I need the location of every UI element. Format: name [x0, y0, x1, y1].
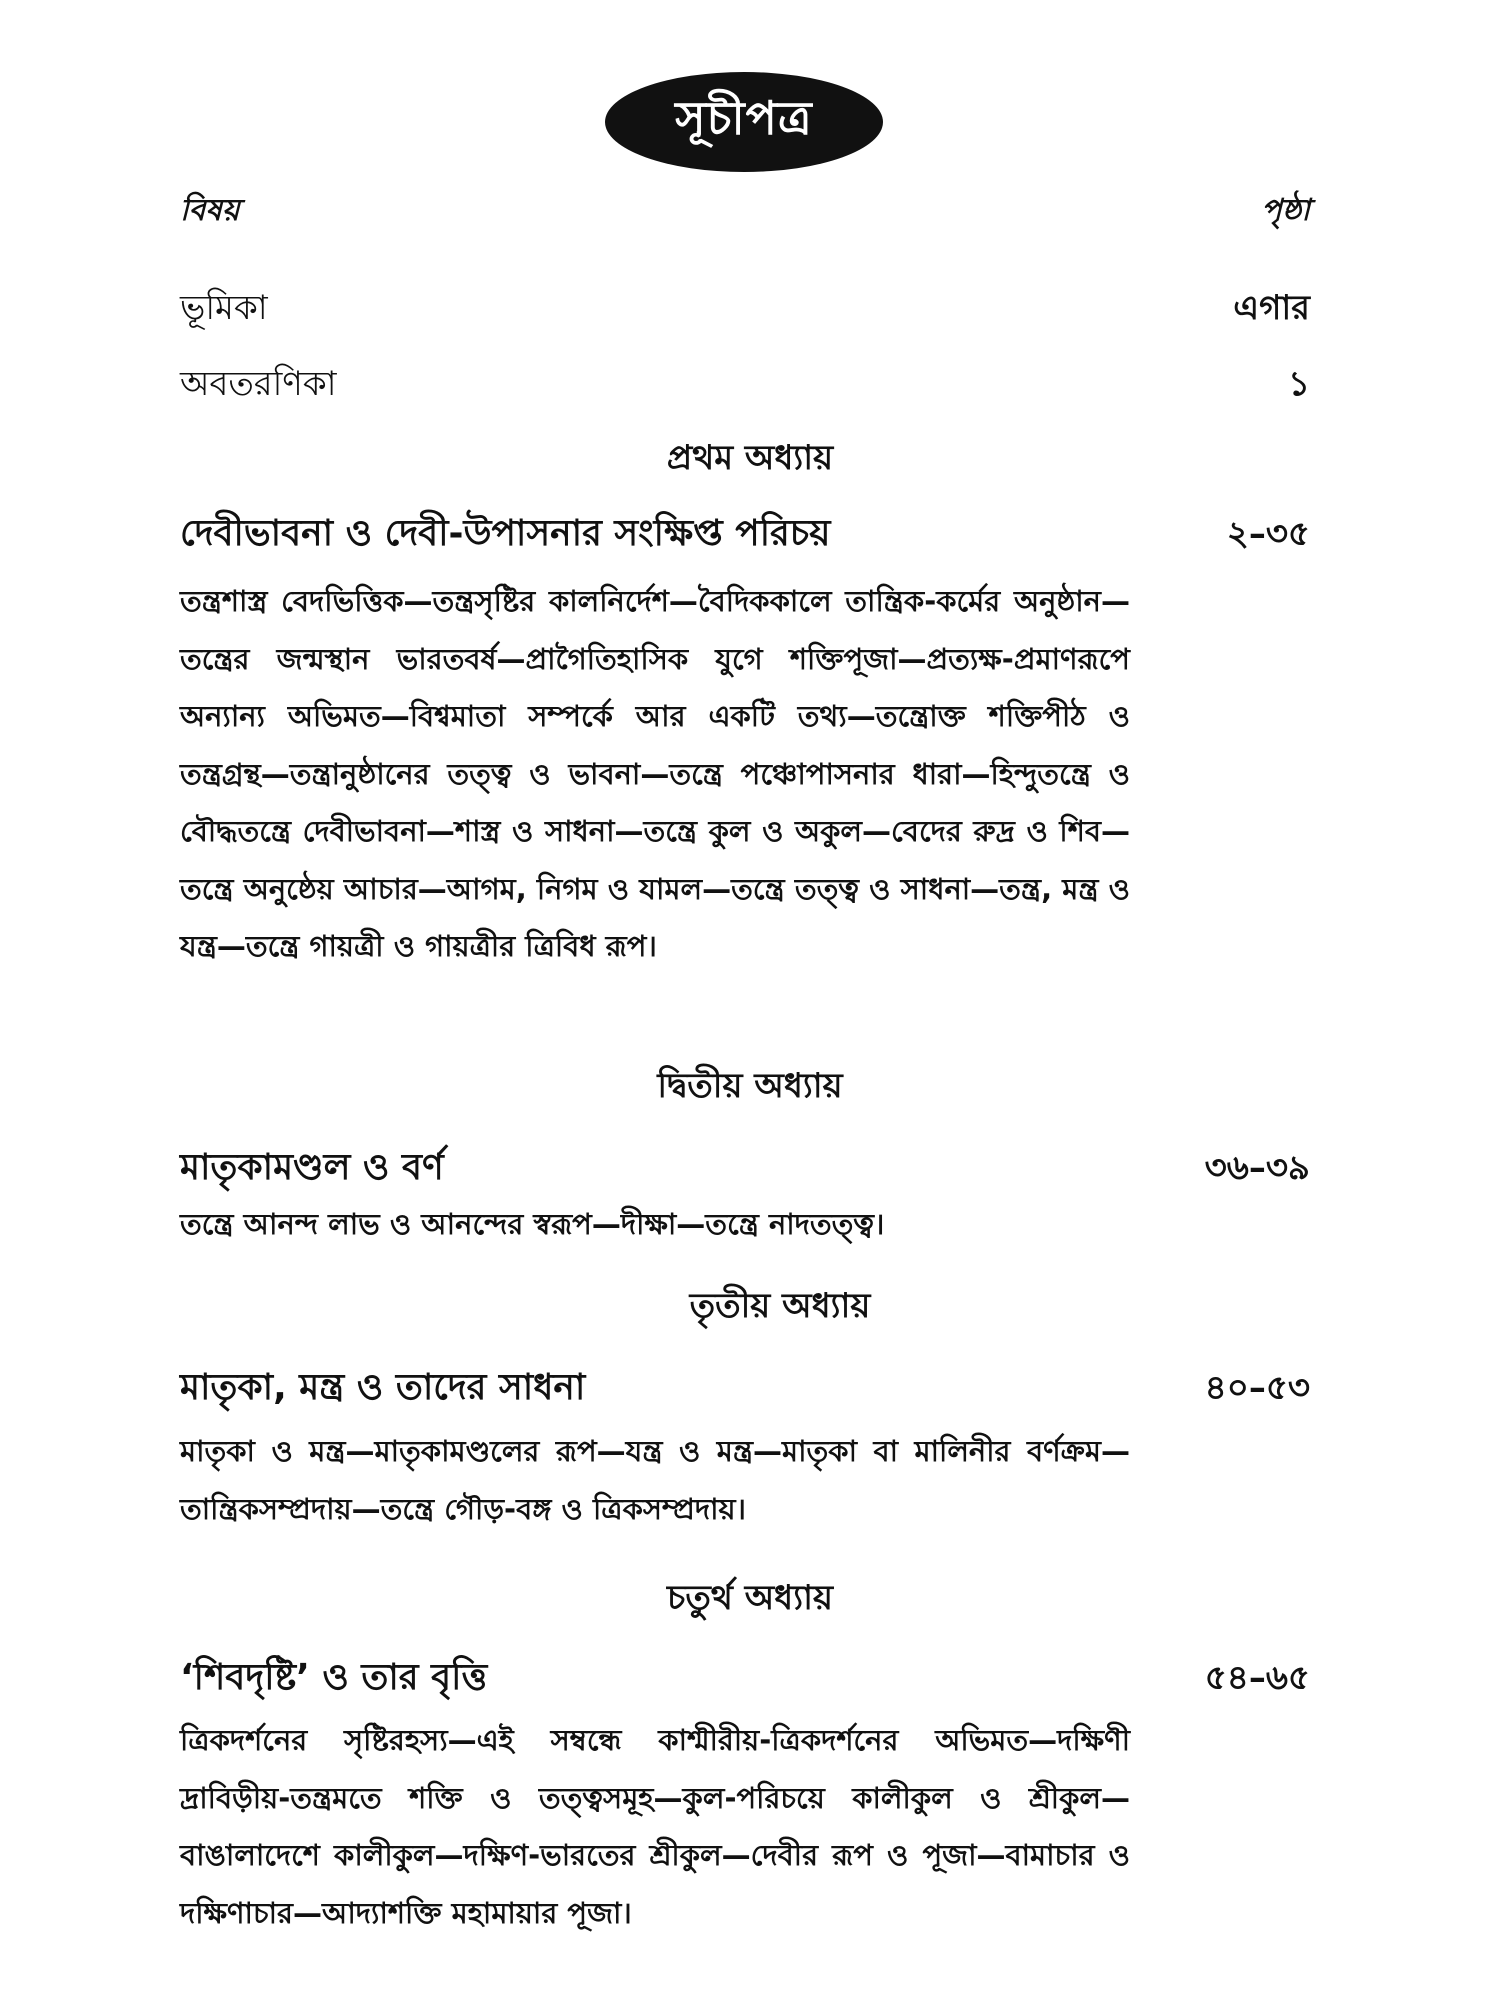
chapter-title: দেবীভাবনা ও দেবী-উপাসনার সংক্ষিপ্ত পরিচয় — [180, 513, 831, 554]
chapter-pages: ৩৬–৩৯ — [1204, 1148, 1310, 1188]
chapter-pages: ৫৪–৬৫ — [1204, 1658, 1310, 1698]
page-column-header: পৃষ্ঠা — [1261, 193, 1310, 228]
toc-entry-chapter-3[interactable] — [180, 1360, 1310, 1420]
chapter-heading: তৃতীয় অধ্যায় — [689, 1286, 871, 1326]
entry-page: ১ — [1287, 364, 1310, 404]
entry-page: এগার — [1233, 288, 1310, 328]
chapter-heading: দ্বিতীয় অধ্যায় — [657, 1066, 843, 1106]
entry-label: অবতরণিকা — [180, 364, 337, 404]
page-title: সূচীপত্র — [605, 72, 883, 172]
subject-column-header: বিষয় — [180, 193, 240, 228]
chapter-title: মাতৃকা, মন্ত্র ও তাদের সাধনা — [180, 1367, 586, 1408]
toc-entry-chapter-4[interactable] — [180, 1650, 1310, 1710]
toc-entry-preface[interactable] — [180, 282, 1310, 339]
chapter-pages: ২–৩৫ — [1226, 514, 1310, 554]
chapter-heading: চতুর্থ অধ্যায় — [667, 1578, 833, 1618]
toc-entry-chapter-1[interactable] — [180, 506, 1310, 566]
chapter-heading: প্রথম অধ্যায় — [666, 438, 834, 478]
toc-entry-introduction[interactable] — [180, 358, 1310, 415]
chapter-title: মাতৃকামণ্ডল ও বর্ণ — [180, 1147, 444, 1188]
chapter-title: ‘শিবদৃষ্টি’ ও তার বৃত্তি — [180, 1657, 488, 1698]
chapter-description: তন্ত্রশাস্ত্র বেদভিত্তিক—তন্ত্রসৃষ্টির কালনির্দেশ—বৈদিককালে তান্ত্রিক-কর্মের অনুষ্ঠান—তন্ত্রের জন্মস্থান ভারতবর্ষ—প্রাগৈতিহাসিক যুগে শক্তিপূজা—প্রত্যক্ষ-প্রমাণরূপে অন্যান্য অভিমত—বিশ্বমাতা সম্পর্কে আর একটি তথ্য—তন্ত্রোক্ত শক্তিপীঠ ও তন্ত্রগ্রন্থ—তন্ত্রানুষ্ঠানের তত্ত্ব ও ভাবনা—তন্ত্রে পঞ্চোপাসনার ধারা—হিন্দুতন্ত্রে ও বৌদ্ধতন্ত্রে দেবীভাবনা—শাস্ত্র ও সাধনা—তন্ত্রে কুল ও অকুল—বেদের রুদ্র ও শিব—তন্ত্রে অনুষ্ঠেয় আচার—আগম, নিগম ও যামল—তন্ত্রে তত্ত্ব ও সাধনা—তন্ত্র, মন্ত্র ও যন্ত্র—তন্ত্রে গায়ত্রী ও গায়ত্রীর ত্রিবিধ রূপ। — [180, 584, 1130, 963]
chapter-description: তন্ত্রে আনন্দ লাভ ও আনন্দের স্বরূপ—দীক্ষা—তন্ত্রে নাদতত্ত্ব। — [180, 1207, 885, 1241]
chapter-description: মাতৃকা ও মন্ত্র—মাতৃকামণ্ডলের রূপ—যন্ত্র ও মন্ত্র—মাতৃকা বা মালিনীর বর্ণক্রম—তান্ত্রিকসম্প্রদায়—তন্ত্রে গৌড়-বঙ্গ ও ত্রিকসম্প্রদায়। — [180, 1434, 1130, 1526]
entry-label: ভূমিকা — [180, 288, 268, 328]
chapter-pages: ৪০–৫৩ — [1204, 1368, 1310, 1408]
toc-entry-chapter-2[interactable] — [180, 1140, 1310, 1200]
chapter-description: ত্রিকদর্শনের সৃষ্টিরহস্য—এই সম্বন্ধে কাশ্মীরীয়-ত্রিকদর্শনের অভিমত—দক্ষিণী দ্রাবিড়ীয়-তন্ত্রমতে শক্তি ও তত্ত্বসমূহ—কুল-পরিচয়ে কালীকুল ও শ্রীকুল—বাঙালাদেশে কালীকুল—দক্ষিণ-ভারতের শ্রীকুল—দেবীর রূপ ও পূজা—বামাচার ও দক্ষিণাচার—আদ্যাশক্তি মহামায়ার পূজা। — [180, 1723, 1130, 1930]
